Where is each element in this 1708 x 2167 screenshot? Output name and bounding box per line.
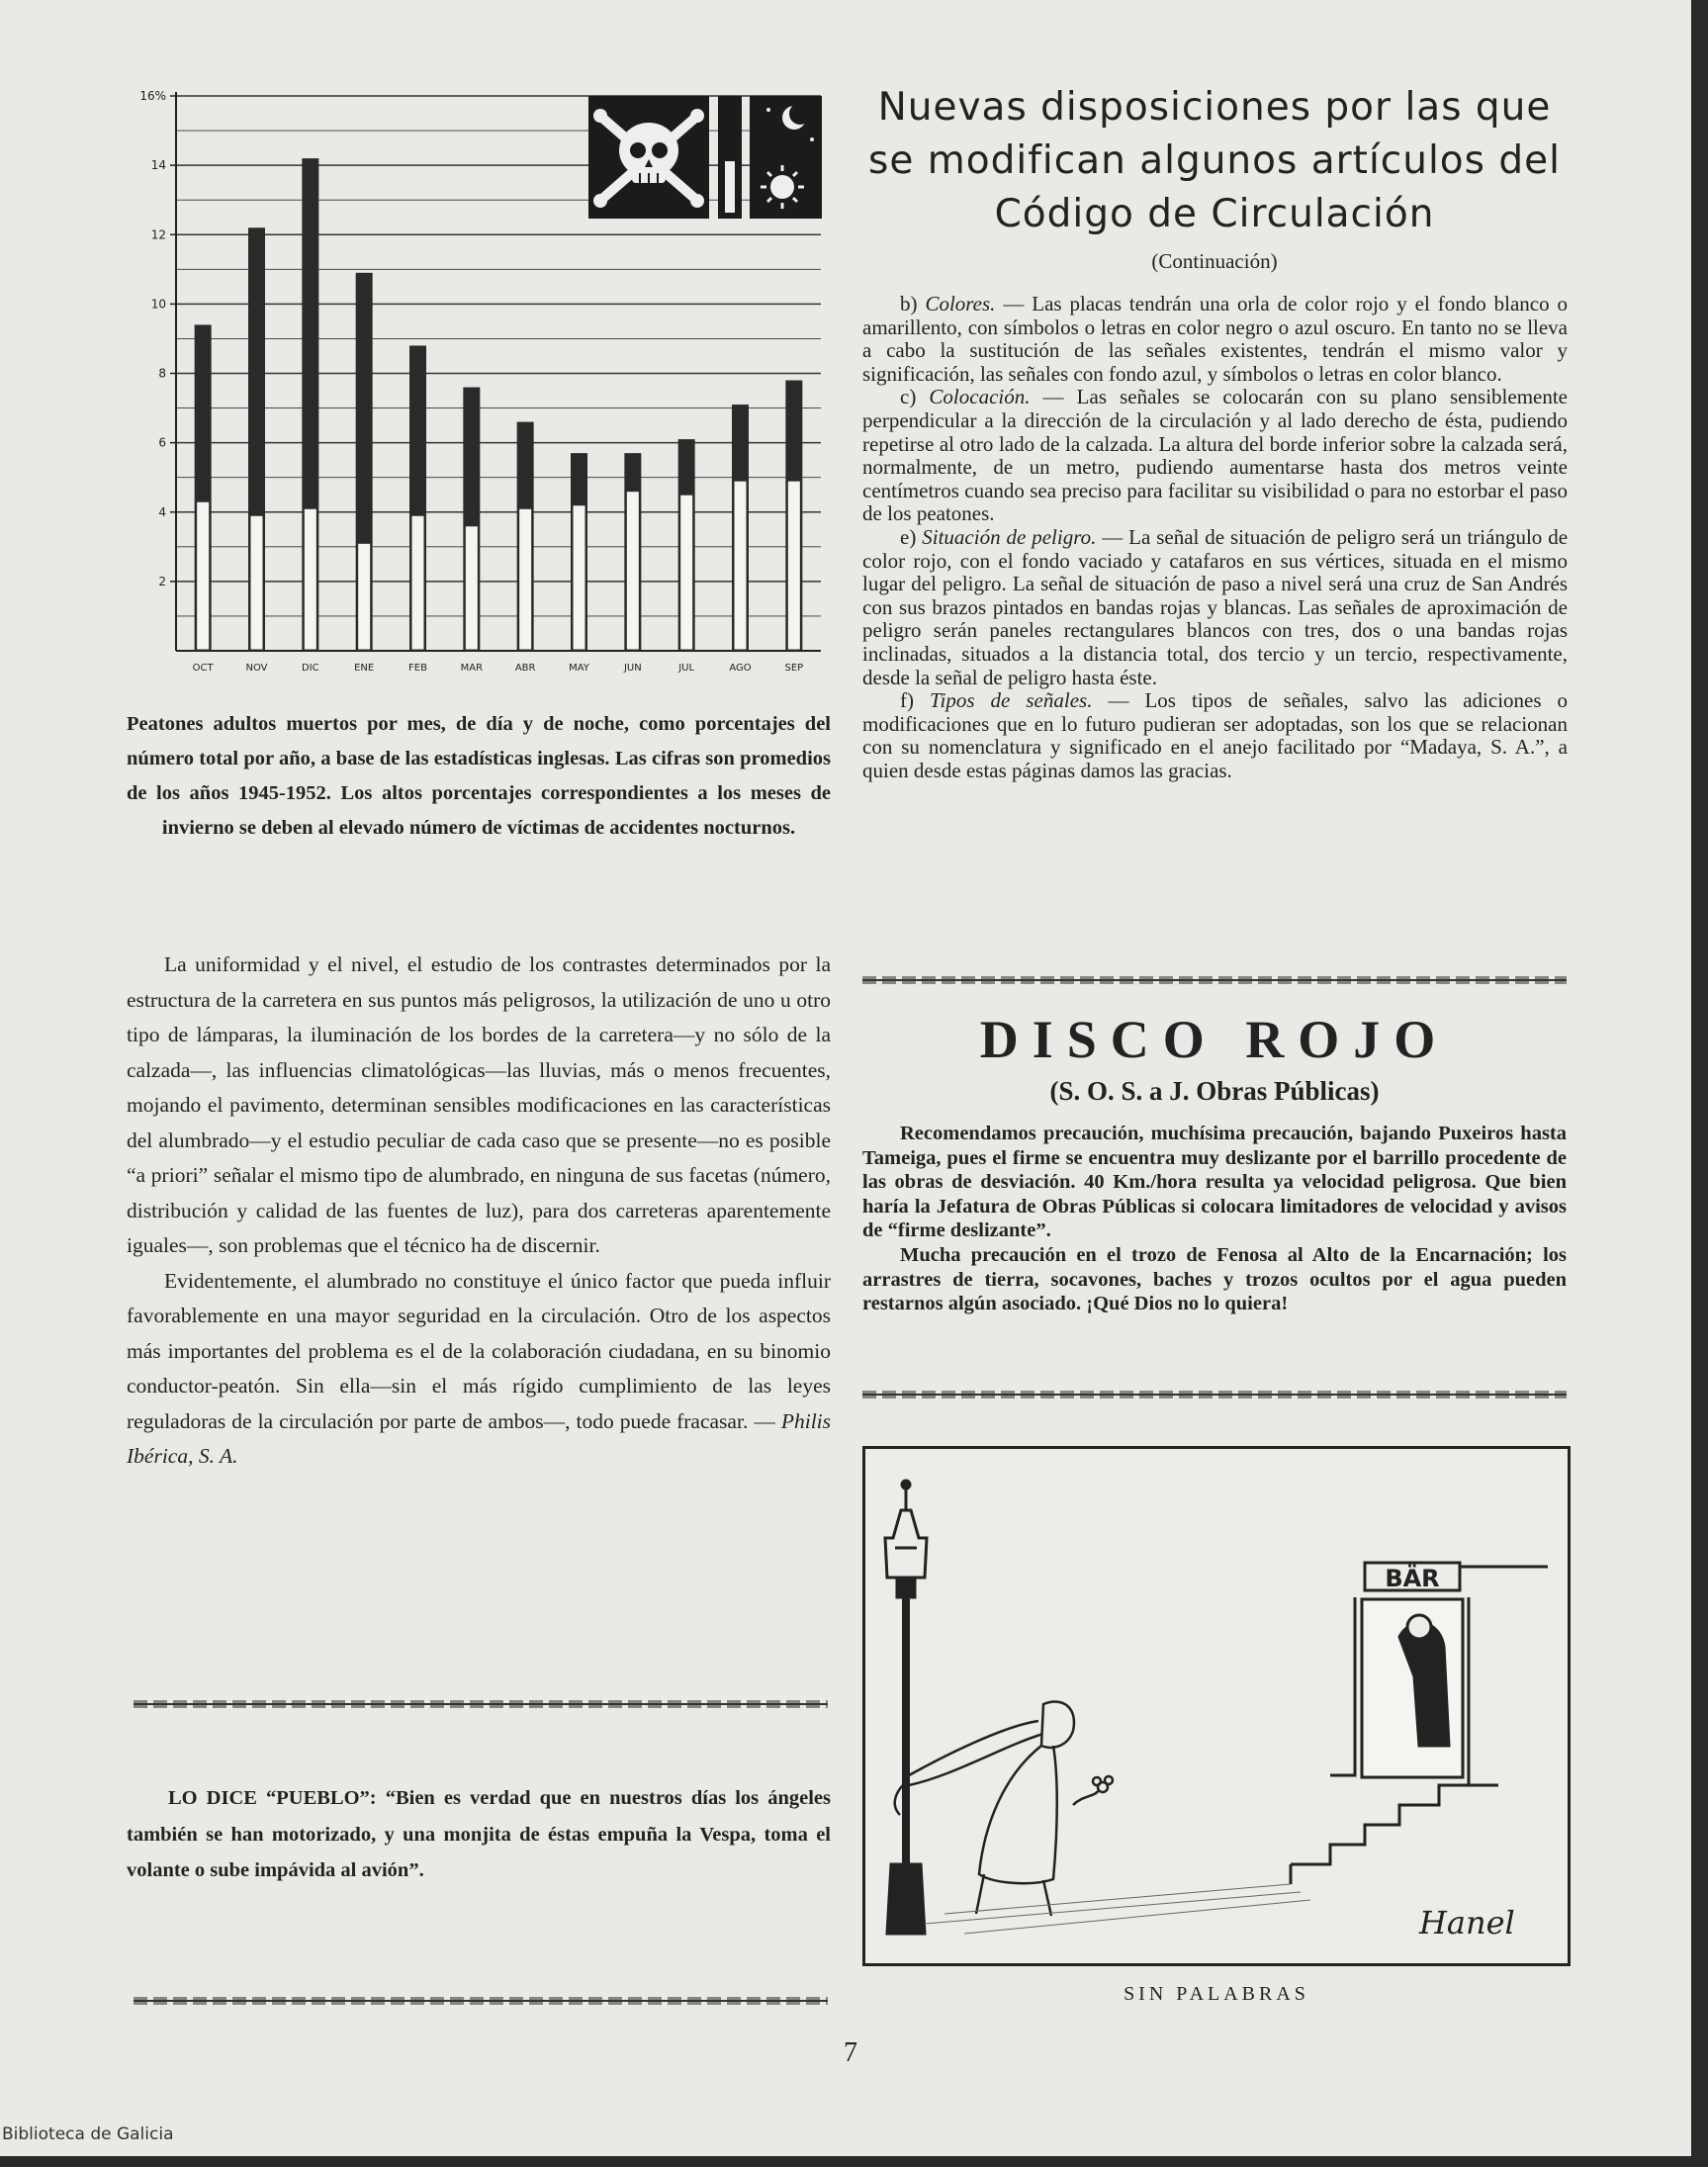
x-tick-label: MAY bbox=[569, 663, 589, 674]
section-c-label: c) bbox=[900, 385, 917, 409]
article-signature: Philis Ibérica, S. A. bbox=[127, 1408, 832, 1468]
disco-rojo-title: DISCO ROJO bbox=[979, 1010, 1450, 1069]
section-f-title: Tipos de señales. bbox=[930, 688, 1093, 713]
disco-paragraph-1: Recomendamos precaución, muchísima precaución, bajando Puxeiros hasta Tameiga, pues el firme se encuentra muy deslizante por el barrillo procedente de las obras de desviación. 40 Km./hora resulta ya velocidad peligrosa. Que bien haría la Jefatura de Obras Públicas si colocara limitadores de velocidad y avisos de “firme deslizante”. bbox=[862, 1123, 1567, 1242]
bar-day-may bbox=[573, 505, 585, 650]
x-tick-label: OCT bbox=[192, 663, 214, 674]
section-f-label: f) bbox=[900, 688, 914, 713]
bar-day-ene bbox=[358, 543, 371, 650]
bar-sign-text: BÄR bbox=[1385, 1565, 1440, 1592]
bar-day-dic bbox=[304, 508, 316, 650]
y-tick-label: 6 bbox=[158, 435, 166, 450]
section-b-label: b) bbox=[900, 292, 918, 316]
section-e-title: Situación de peligro. bbox=[922, 524, 1097, 549]
bar-day-feb bbox=[411, 515, 424, 650]
street-lamp-icon bbox=[885, 1481, 927, 1934]
lighting-paragraph-1: La uniformidad y el nivel, el estudio de los contrastes determinados por la estructura de la carretera en sus puntos más peligrosos, la utilización de uno u otro tipo de lámparas, la iluminación de los bordes de la carretera—y no sólo de la calzada—, las influencias climatológicas—las lluvias, más o menos frecuentes, mojando el pavimento, determinan sensibles modificaciones en las características del alumbrado—y el estudio peculiar de cada caso que se presente—no es posible “a priori” señalar el mismo tipo de alumbrado, en ninguna de sus facetas (número, distribución y calidad de las fuentes de luz), para dos carreteras aparentemente iguales—, son problemas que el técnico ha de discernir. bbox=[127, 952, 831, 1257]
bar-day-sep bbox=[787, 481, 800, 650]
lighting-article-text bbox=[127, 948, 831, 1475]
section-divider bbox=[862, 1390, 1567, 1400]
pueblo-quote: LO DICE “PUEBLO”: “Bien es verdad que en nuestros días los ángeles también se han motorizado, y una monjita de éstas empuña la Vespa, toma el volante o sube impávida al avión”. bbox=[127, 1787, 831, 1881]
section-divider bbox=[862, 975, 1567, 985]
moon-sun-icon bbox=[750, 96, 822, 219]
thermometer-bar-icon bbox=[718, 96, 742, 219]
continuation-label: (Continuación) bbox=[1151, 249, 1278, 273]
bar-day-mar bbox=[465, 526, 478, 650]
disco-rojo-subtitle: (S. O. S. a J. Obras Públicas) bbox=[1049, 1076, 1380, 1106]
section-divider bbox=[134, 1996, 828, 2006]
section-c bbox=[862, 386, 1568, 526]
article-headline: Nuevas disposiciones por las que se modifican algunos artículos del Código de Circulación bbox=[868, 85, 1561, 236]
y-tick-label: 12 bbox=[150, 227, 166, 242]
library-credit: Biblioteca de Galicia bbox=[2, 2124, 174, 2144]
x-tick-label: MAR bbox=[460, 663, 484, 674]
y-tick-label: 4 bbox=[158, 504, 166, 519]
y-tick-label: 16% bbox=[139, 89, 166, 103]
bar-day-jun bbox=[626, 492, 639, 650]
cartoon-caption: SIN PALABRAS bbox=[1124, 1983, 1309, 2005]
section-b-title: Colores. bbox=[925, 292, 996, 316]
section-c-text: — Las señales se colocarán con su plano sensiblemente perpendicular a la dirección de la circulación y al lado derecho de ésta, pudiendo repetirse al otro lado de la calzada. La altura del borde inferior sobre la calzada será, normalmente, de un metro, pudiendo aumentarse hasta dos metros veinte centímetros cuando sea preciso para facilitar su visibilidad o para no estorbar el paso de los peatones. bbox=[862, 385, 1568, 526]
danger-icons-panel bbox=[588, 96, 822, 219]
section-b bbox=[862, 293, 1568, 386]
section-e-label: e) bbox=[900, 524, 917, 549]
x-tick-label: DIC bbox=[302, 663, 319, 674]
x-tick-label: JUN bbox=[623, 663, 642, 674]
x-tick-label: AGO bbox=[729, 663, 752, 674]
x-tick-label: SEP bbox=[784, 663, 804, 674]
section-f-text: — Los tipos de señales, salvo las adiciones o modificaciones que en lo futuro pudieran ser adoptadas, son los que se relacionan con su nomenclatura y significado en el anejo facilitado por “Madaya, S. A.”, a quien desde estas páginas damos las gracias. bbox=[862, 688, 1569, 782]
section-f bbox=[862, 689, 1568, 782]
disco-paragraph-2: Mucha precaución en el trozo de Fenosa al Alto de la Encarnación; los arrastres de tierra, socavones, baches y trozos ocultos por el agua pueden restarnos algún asociado. ¡Qué Dios no lo quiera! bbox=[862, 1243, 1567, 1315]
bar-day-nov bbox=[250, 515, 263, 650]
traffic-code-article-text bbox=[862, 293, 1568, 782]
lighting-paragraph-2-text: Evidentemente, el alumbrado no constituye el único factor que pueda influir favorablemente en una mayor seguridad en la circulación. Otro de los aspectos más importantes del problema es el de la colaboración ciudadana, en su binomio conductor-peatón. Sin ella—sin el más rígido cumplimiento de las leyes reguladoras de la circulación por parte de ambos—, todo puede fracasar. — bbox=[127, 1268, 831, 1433]
y-tick-label: 8 bbox=[158, 366, 166, 381]
x-tick-label: FEB bbox=[408, 663, 427, 674]
bar-day-oct bbox=[197, 501, 210, 650]
section-e bbox=[862, 526, 1568, 689]
disco-rojo-text bbox=[862, 1122, 1567, 1316]
y-tick-label: 2 bbox=[158, 574, 166, 588]
bar-day-ago bbox=[734, 481, 747, 650]
y-tick-label: 10 bbox=[150, 297, 166, 312]
y-tick-label: 14 bbox=[150, 158, 166, 173]
lighting-paragraph-2 bbox=[127, 1264, 831, 1475]
x-tick-label: NOV bbox=[245, 663, 268, 674]
nun-figure-icon bbox=[895, 1702, 1113, 1916]
page-number: 7 bbox=[844, 2037, 857, 2068]
section-b-text: — Las placas tendrán una orla de color rojo y el fondo blanco o amarillento, con símbolos o letras en color negro o azul oscuro. En tanto no se lleva a cabo la sustitución de las señales existentes, tendrán el mismo valor y significación, las señales con fondo azul, y símbolos o letras en color blanco. bbox=[862, 292, 1569, 386]
section-c-title: Colocación. bbox=[929, 385, 1031, 409]
x-tick-label: ABR bbox=[514, 663, 536, 674]
cartoonist-signature: Hanel bbox=[1419, 1904, 1515, 1941]
ground-shading bbox=[925, 1884, 1310, 1934]
x-tick-label: ENE bbox=[354, 663, 375, 674]
skull-crossbones-icon bbox=[588, 96, 709, 219]
cartoon-illustration bbox=[862, 1446, 1571, 1966]
x-tick-label: JUL bbox=[678, 663, 695, 674]
chart-caption: Peatones adultos muertos por mes, de día y de noche, como porcentajes del número total por año, a base de las estadísticas inglesas. Las cifras son promedios de los años 1945-1952. Los altos porcentajes correspondientes a los meses de invierno se deben al elevado número de víctimas de accidentes nocturnos. bbox=[127, 713, 831, 839]
section-e-text: — La señal de situación de peligro será un triángulo de color rojo, con el fondo vaciado y catafaros en sus vértices, situada en el mismo lugar del peligro. La señal de situación de paso a nivel será una cruz de San Andrés con sus brazos pintados en bandas rojas y blancas. Las señales de aproximación de peligro serán paneles rectangulares blancos con tres, dos o una bandas rojas inclinadas, situados a la distancia total, dos tercio y un tercio, respectivamente, desde la señal de peligro hasta éste. bbox=[862, 524, 1569, 689]
bar-day-jul bbox=[680, 495, 693, 650]
bar-day-abr bbox=[519, 508, 532, 650]
bar-building-icon bbox=[1291, 1563, 1548, 1884]
section-divider bbox=[134, 1699, 828, 1709]
